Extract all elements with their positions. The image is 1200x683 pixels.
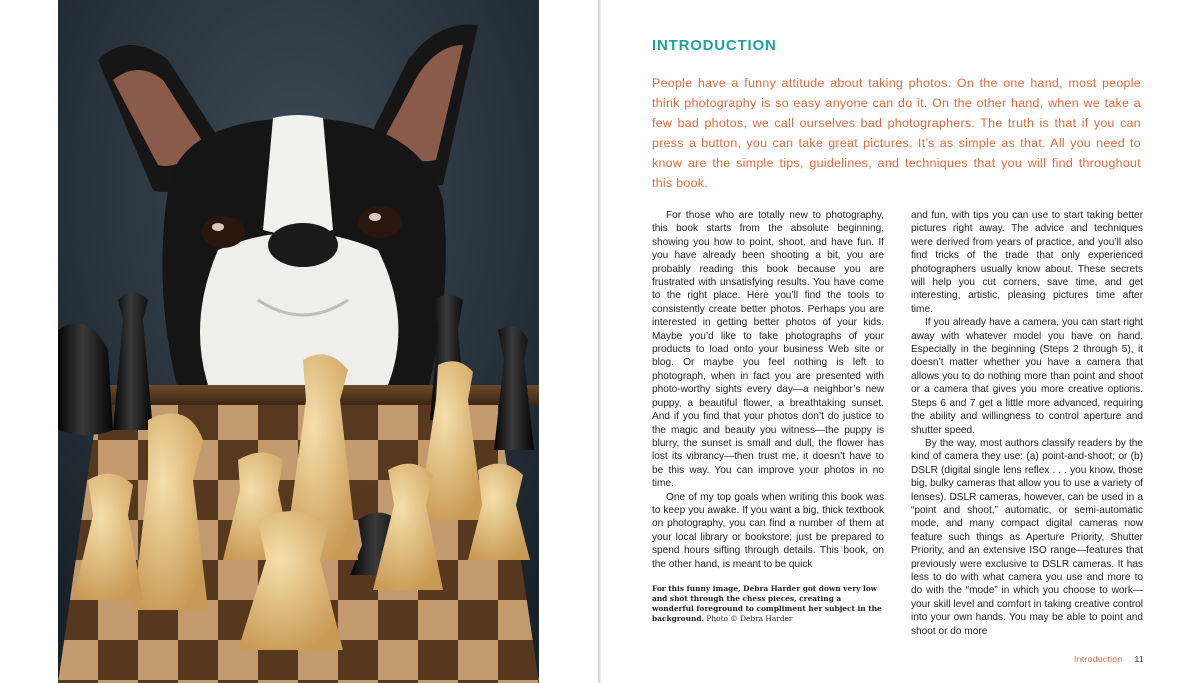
- body-column-2: [911, 209, 1143, 638]
- intro-paragraph: People have a funny attitude about taking photos. On the one hand, most people think photography is so easy anyone can do it. On the other hand, when we take a few bad photos, we call ourselves bad photographers. The truth is that if you can press a button, you can take great pictures. It’s as simple as that. All you need to know are the simple tips, guidelines, and techniques that you will find throughout this book.: [652, 76, 1141, 190]
- caption-credit: Photo © Debra Harder: [706, 614, 793, 623]
- body-column-1: [652, 209, 884, 571]
- body-paragraph: and fun, with tips you can use to start taking better pictures right away. The advice and techniques were derived from years of practice, and you’ll also find tricks of the trade that only experienced photographers usually know about. These secrets will help you cut corners, save time, and get interesting, artistic, pleasing pictures time after time.: [911, 210, 1143, 315]
- right-page: [601, 0, 1200, 683]
- caption-text: For this funny image, Debra Harder got down very low and shot through the chess pieces, creating a wonderful foreground to compliment her subject in the background.: [652, 584, 882, 623]
- body-paragraph: For those who are totally new to photography, this book starts from the absolute beginning, showing you how to point, shoot, and have fun. If you have already been shooting a bit, you are probably reading this book because you are frustrated with unsatisfying results. You have come to the right place. Here you’ll find the tools to consistently create better photos. Perhaps you are interested in getting better photos of your kids. Maybe you’d like to take photographs of your products to load onto your business Web site or blog. Or maybe you feel nothing is left to photograph, when in fact you are presented with photo-worthy sights every day—a neighbor’s new puppy, a beautiful flower, a breathtaking sunset. And if you find that your photos don’t do justice to the magic and beauty you witness—the puppy is blurry, the sunset is small and dull, the flower has lost its vibrancy—then trust me, it doesn’t have to be this way. You can improve your photos in no time.: [652, 210, 884, 490]
- photo-caption: [652, 584, 884, 624]
- page-footer: [1074, 654, 1144, 664]
- running-footer-title: Introduction: [1073, 654, 1123, 664]
- chapter-heading: INTRODUCTION: [652, 37, 777, 54]
- dog-chess-photo: [58, 0, 539, 683]
- page-number: 11: [1134, 654, 1144, 664]
- body-paragraph: If you already have a camera, you can start right away with whatever model you have on hand. Especially in the beginning (Steps 2 through 5), it doesn’t matter whether you have a camera that allows you to do nothing more than point and shoot or a camera that gives you more creative options. Steps 6 and 7 get a little more advanced, requiring the ability and willingness to control aperture and shutter speed.: [911, 317, 1143, 436]
- body-paragraph: One of my top goals when writing this book was to keep you awake. If you want a big, thick textbook on photography, you can find a number of them at your local library or bookstore; just be prepared to spend hours sifting through details. This book, on the other hand, is meant to be quick: [652, 491, 884, 570]
- body-paragraph: By the way, most authors classify readers by the kind of camera they use: (a) point-and-shoot; or (b) DSLR (digital single lens reflex . . . you know, those big, bulky cameras that allow you to use a variety of lenses). DSLR cameras, however, can be used in a “point and shoot,” automatic, or semi-automatic mode, and many compact digital cameras now feature such things as Aperture Priority, Shutter Priority, and an extensive ISO range—features that previously were exclusive to DSLR cameras. It has less to do with what camera you use and more to do with the “mode” in which you choose to work—your skill level and comfort in taking creative control into your own hands. You may be able to point and shoot or do more: [911, 437, 1143, 637]
